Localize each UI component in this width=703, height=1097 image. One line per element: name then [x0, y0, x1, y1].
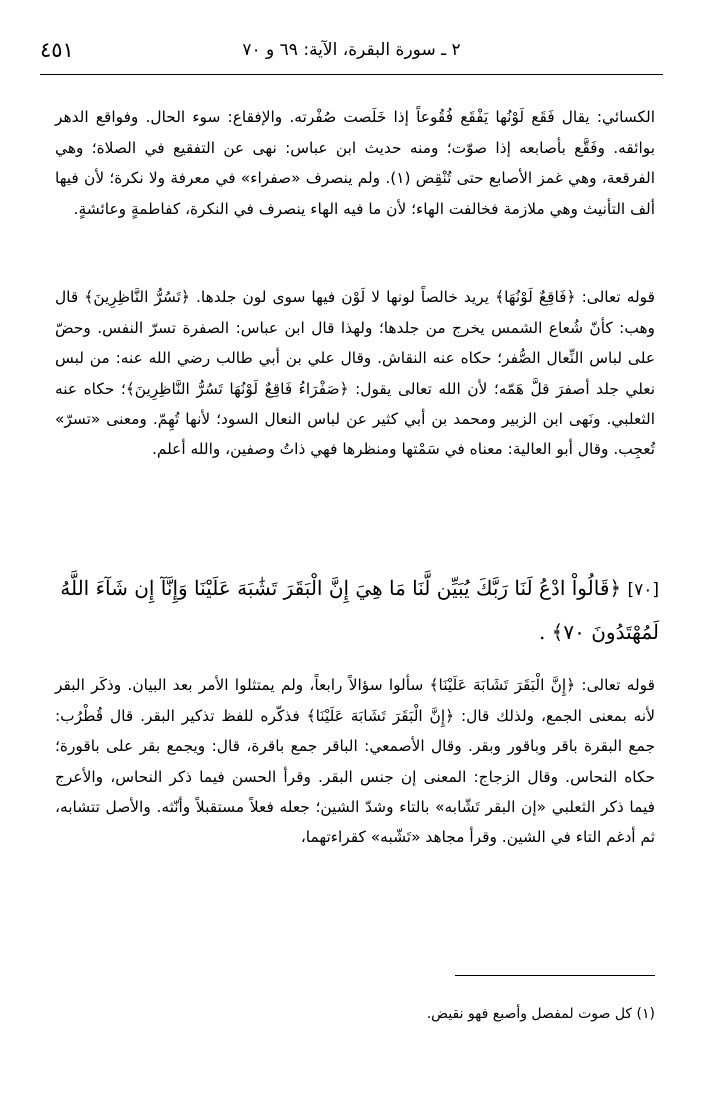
verse-number: [٧٠] — [627, 580, 659, 600]
footnote-rule — [455, 975, 655, 976]
header-rule — [40, 74, 663, 75]
footnote: (١) كل صوت لمفصل وأصبع فهو نقيض. — [426, 1006, 655, 1022]
page-number: ٤٥١ — [40, 38, 74, 62]
quran-verse — [50, 567, 659, 653]
paragraph-3: قوله تعالى: ﴿إِنَّ الْبَقَرَ تَشَابَهَ عَلَيْنَا﴾ سألوا سؤالاً رابعاً، ولم يمتثلوا الأمر بعد البيان. وذكَر البقر لأنه بمعنى الجمع، ولذلك قال: ﴿إِنَّ الْبَقَرَ تَشَابَهَ عَلَيْنَا﴾ فذكّره للفظ تذكير البقر. قال قُطْرُب: جمع البقرة باقر وباقور وبقر. وقال الأصمعي: الباقر جمع باقرة، قال: ويجمع بقر على باقورة؛ حكاه النحاس. وقال الزجاج: المعنى إن جنس البقر. وقرأ الحسن فيما ذكر النحاس، والأعرج فيما ذكر الثعلبي «إن البقر تَشّابه» بالتاء وشدّ الشين؛ جعله فعلاً مستقبلاً وأنّثه. والأصل تتشابه، ثم أدغم التاء في الشين. وقرأ مجاهد «تَشّبه» كقراءتهما، — [55, 676, 655, 847]
paragraph-2: قوله تعالى: ﴿فَاقِعٌ لَوْنُهَا﴾ يريد خالصاً لونها لا لَوْن فيها سوى لون جلدها. ﴿تَسُرُّ النَّاظِرِينَ﴾ قال وهب: كأنّ شُعاع الشمس يخرج من جلدها؛ ولهذا قال ابن عباس: الصفرة تسرّ النفس. وحضّ على لباس النِّعال الصُّفر؛ حكاه عنه النقاش. وقال علي بن أبي طالب رضي الله عنه: من لبس نعلي جلد أصفرَ قلَّ هَمّه؛ لأن الله تعالى يقول: ﴿صَفْرَاءُ فَاقِعٌ لَوْنُهَا تَسُرُّ النَّاظِرِينَ﴾؛ حكاه عنه الثعلبي. ونَهى ابن الزبير ومحمد بن أبي كثير عن لباس النعال السود؛ لأنها تُهِمّ. ومعنى «تسرّ» تُعجِب. وقال أبو العالية: معناه في سَمْتها ومنظرها فهي ذاتُ وصفين، والله أعلم. — [55, 288, 655, 459]
verse-text: ﴿قَالُواْ ادْعُ لَنَا رَبَّكَ يُبَيِّن لَّنَا مَا هِيَ إِنَّ الْبَقَرَ تَشَٰبَهَ عَلَيْنَا وَإِنَّآ إِن شَآءَ اللَّهُ لَمُهْتَدُونَ ٧٠﴾ . — [60, 576, 659, 644]
page-header — [40, 38, 663, 68]
paragraph-1: الكسائي: يقال فَقَع لَوْنُها يَفْقَع فُقُوعاً إذا خَلَصت صُفْرته. والإفقاع: سوء الحال. وفواقع الدهر بوائقه. وفَقَّع بأصابعه إذا صوّت؛ ومنه حديث ابن عباس: نهى عن التفقيع في الصلاة؛ وهي الفرقعة، وهي غمز الأصابع حتى تُنْقِض (١). ولم ينصرف «صفراء» في معرفة ولا نكرة؛ لأن فيها ألف التأنيث وهي ملازمة فخالفت الهاء؛ لأن ما فيه الهاء ينصرف في النكرة، كفاطمةٍ وعائشةٍ. — [55, 108, 655, 218]
running-title: ٢ ـ سورة البقرة، الآية: ٦٩ و ٧٠ — [242, 40, 461, 60]
